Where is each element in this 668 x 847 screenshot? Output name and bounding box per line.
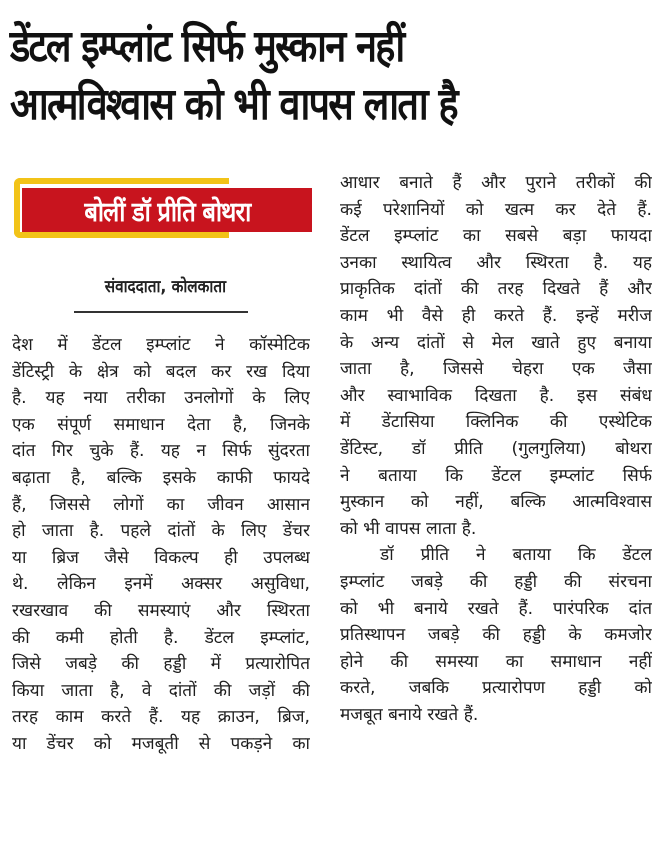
article-column-right [340,170,652,728]
text-line: काम भी वैसे ही करते हैं. इन्हें मरीज [340,305,652,326]
text-line: बढ़ाता है, बल्कि इसके काफी फायदे [12,467,310,488]
text-line: हो जाता है. पहले दांतों के लिए डेंचर [12,521,310,542]
text-line: को भी बनाये रखते हैं. पारंपरिक दांत [340,598,652,619]
text-line: डेंटिस्ट्री के क्षेत्र को बदल कर रख दिया [12,361,310,382]
text-line: उनका स्थायित्व और स्थिरता है. यह [340,252,652,273]
text-line: जाता है, जिससे चेहरा एक जैसा [340,359,652,380]
text-line: इम्प्लांट जबड़े की हड्डी की संरचना [340,571,652,592]
badge-red-box [22,188,312,232]
text-line: होने की समस्या का समाधान नहीं [340,651,652,672]
text-line: डेंटिस्ट, डॉ प्रीति (गुलगुलिया) बोथरा [340,438,652,459]
text-line: मजबूत बनाये रखते हैं. [340,704,479,725]
text-line: तरह काम करते हैं. यह क्राउन, ब्रिज, [12,707,310,728]
text-line: प्राकृतिक दांतों की तरह दिखते हैं और [340,279,652,300]
article-column-left [12,332,310,758]
text-line: और स्वाभाविक दिखता है. इस संबंध [340,385,652,406]
text-line: या ब्रिज जैसे विकल्प ही उपलब्ध [12,547,310,568]
headline [10,18,660,134]
text-line: के अन्य दांतों से मेल खाते हुए बनाया [340,332,652,353]
text-line: थे. लेकिन इनमें अक्सर असुविधा, [12,574,310,595]
text-line: करते, जबकि प्रत्यारोपण हड्डी को [340,678,652,699]
text-line: में डेंटासिया क्लिनिक की एस्थेटिक [340,412,652,433]
text-line: आधार बनाते हैं और पुराने तरीकों की [340,173,652,193]
text-line: प्रतिस्थापन जबड़े की हड्डी के कमजोर [340,625,652,646]
text-line: को भी वापस लाता है. [340,518,477,539]
text-line: दांत गिर चुके हैं. यह न सिर्फ सुंदरता [12,441,310,462]
headline-line-2: आत्मविश्वास को भी वापस लाता है [10,79,457,130]
text-line: या डेंचर को मजबूती से पकड़ने का [12,733,310,754]
headline-line-1: डेंटल इम्प्लांट सिर्फ मुस्कान नहीं [10,21,404,72]
text-line: डेंटल इम्प्लांट का सबसे बड़ा फायदा [340,226,652,247]
byline-text: संवाददाता, कोलकाता [104,277,226,297]
byline-divider [74,311,248,313]
text-line: हैं, जिससे लोगों का जीवन आसान [12,494,310,515]
text-line: कई परेशानियों को खत्म कर देते हैं. [340,199,652,220]
text-line: है. यह नया तरीका उनलोगों के लिए [12,388,310,409]
text-line: डॉ प्रीति ने बताया कि डेंटल [380,545,652,566]
text-line: मुस्कान को नहीं, बल्कि आत्मविश्वास [340,492,652,513]
text-line: रखरखाव की समस्याएं और स्थिरता [12,600,310,621]
text-line: जिसे जबड़े की हड्डी में प्रत्यारोपित [12,654,310,675]
text-line: किया जाता है, वे दांतों की जड़ों की [12,680,310,701]
text-line: ने बताया कि डेंटल इम्प्लांट सिर्फ [340,465,652,486]
text-line: देश में डेंटल इम्प्लांट ने कॉस्मेटिक [12,335,310,355]
text-line: एक संपूर्ण समाधान देता है, जिनके [12,414,310,435]
badge-text: बोलीं डॉ प्रीति बोथरा [83,196,251,228]
speaker-badge [14,178,312,238]
byline [70,274,260,297]
text-line: की कमी होती है. डेंटल इम्प्लांट, [12,627,310,648]
